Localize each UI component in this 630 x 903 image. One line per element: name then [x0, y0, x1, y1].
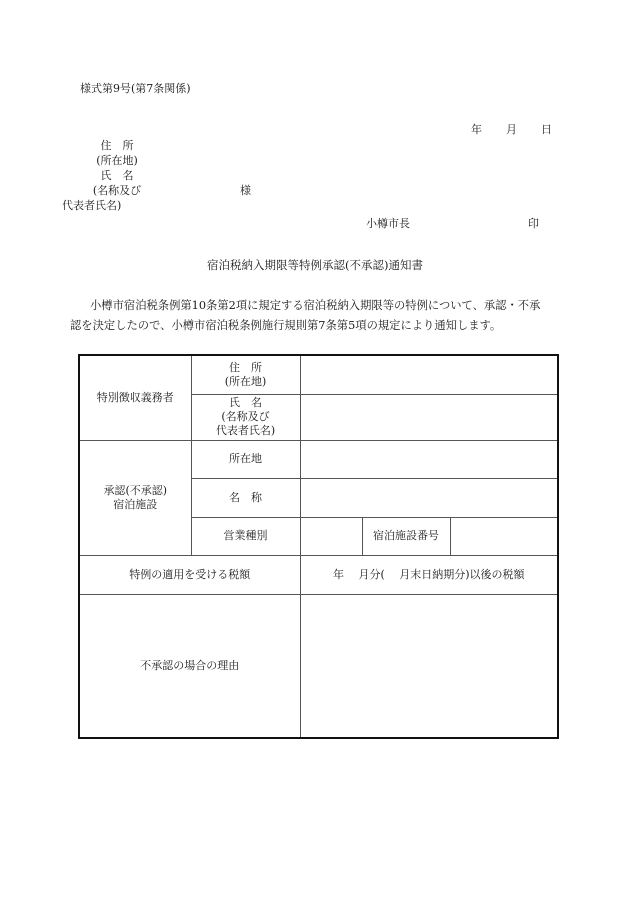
- collector-name-field[interactable]: [300, 394, 558, 440]
- collector-name-label: 氏 名: [229, 396, 262, 409]
- reason-label: 不承認の場合の理由: [79, 594, 300, 738]
- body-line-1: 小樽市宿泊税条例第10条第2項に規定する宿泊税納入期限等の特例について、承認・不承: [90, 299, 541, 312]
- facility-number-field[interactable]: [450, 517, 558, 555]
- date-day: 日: [541, 123, 552, 136]
- reason-field[interactable]: [300, 594, 558, 738]
- facility-label-2: 宿泊施設: [113, 497, 158, 511]
- collector-name-label-cell: [191, 394, 300, 440]
- tax-amount-field[interactable]: 年 月分( 月末日納期分)以後の税額: [300, 555, 558, 594]
- recipient-location-label: (所在地): [96, 154, 138, 167]
- form-number: 様式第9号(第7条関係): [80, 82, 191, 95]
- collector-address-field[interactable]: [300, 355, 558, 394]
- collector-label-cell: [79, 355, 191, 440]
- tax-amount-label: 特例の適用を受ける税額: [79, 555, 300, 594]
- business-type-label: 営業種別: [191, 517, 300, 555]
- seal-mark: 印: [528, 217, 539, 230]
- recipient-address-label: 住 所: [100, 139, 134, 152]
- facility-location-label: 所在地: [191, 440, 300, 478]
- collector-label: 特別徴収義務者: [96, 390, 174, 404]
- date-year: 年: [471, 123, 482, 136]
- collector-name-rep-label-2: 代表者氏名): [215, 424, 276, 437]
- collector-name-rep-label-1: (名称及び: [221, 410, 270, 423]
- facility-name-field[interactable]: [300, 478, 558, 517]
- collector-location-label: (所在地): [224, 374, 267, 388]
- recipient-name-rep-label-2: 代表者氏名): [62, 199, 122, 212]
- recipient-honorific: 様: [240, 184, 251, 197]
- recipient-name-label: 氏 名: [100, 169, 134, 182]
- notification-table: [78, 354, 559, 739]
- collector-address-label: 住 所: [229, 360, 262, 374]
- business-type-field[interactable]: [300, 517, 362, 555]
- body-line-2: 認を決定したので、小樽市宿泊税条例施行規則第7条第5項の規定により通知します。: [70, 319, 502, 332]
- recipient-name-rep-label-1: (名称及び: [92, 184, 142, 197]
- body-paragraph: [70, 296, 560, 336]
- facility-number-label: 宿泊施設番号: [362, 517, 450, 555]
- collector-address-label-cell: [191, 355, 300, 394]
- date-month: 月: [506, 123, 517, 136]
- facility-location-field[interactable]: [300, 440, 558, 478]
- facility-label-1: 承認(不承認): [103, 483, 168, 497]
- issuer-title: 小樽市長: [366, 217, 410, 230]
- facility-name-label: 名 称: [191, 478, 300, 517]
- document-title: 宿泊税納入期限等特例承認(不承認)通知書: [207, 258, 423, 272]
- facility-label-cell: [79, 440, 191, 555]
